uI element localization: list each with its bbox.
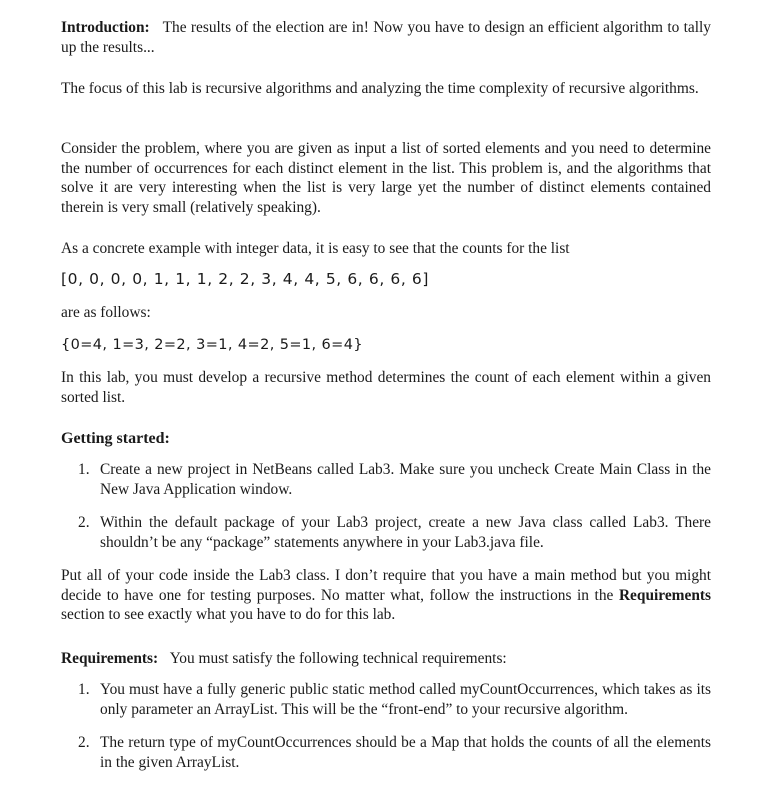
- example-counts: {0=4, 1=3, 2=2, 3=1, 4=2, 5=1, 6=4}: [61, 337, 363, 353]
- problem-paragraph: Consider the problem, where you are given as input a list of sorted elements and you need to determine the number of occurrences for each distinct element in the list. This problem is, and the algorithms that solve it are very interesting when the list is very large yet the number of distinct elements contained therein is very small (relatively speaking).: [61, 140, 711, 216]
- item-text: Within the default package of your Lab3 project, create a new Java class called Lab3. There shouldn’t be any “package” statements anywhere in your Lab3.java file.: [100, 514, 711, 551]
- item-number: 2.: [78, 514, 90, 531]
- item-number: 2.: [78, 734, 90, 751]
- lab-goal-paragraph: In this lab, you must develop a recursive method determines the count of each element within a given sorted list.: [61, 369, 711, 406]
- list-item: [61, 680, 711, 719]
- item-text: The return type of myCountOccurrences should be a Map that holds the counts of all the elements in the given ArrayList.: [100, 734, 711, 771]
- are-as-follows: are as follows:: [61, 304, 151, 321]
- requirements-text: You must satisfy the following technical requirements:: [169, 650, 507, 667]
- getting-started-heading: Getting started:: [61, 430, 170, 447]
- item-number: 1.: [78, 681, 90, 698]
- item-number: 1.: [78, 461, 90, 478]
- code-text-after: section to see exactly what you have to do for this lab.: [61, 606, 396, 623]
- example-list: [0, 0, 0, 0, 1, 1, 1, 2, 2, 3, 4, 4, 5, 6, 6, 6, 6]: [61, 270, 430, 288]
- list-item: [61, 733, 711, 772]
- requirements-paragraph: [61, 649, 711, 669]
- item-text: You must have a fully generic public static method called myCountOccurrences, which takes as its only parameter an ArrayList. This will be the “front-end” to your recursive algorithm.: [100, 681, 711, 718]
- requirements-reference: Requirements: [618, 586, 711, 604]
- list-item: [61, 460, 711, 499]
- focus-paragraph: The focus of this lab is recursive algorithms and analyzing the time complexity of recursive algorithms.: [61, 80, 699, 97]
- intro-heading: Introduction:: [61, 19, 150, 36]
- intro-paragraph: [61, 18, 711, 57]
- requirements-list: [61, 680, 711, 772]
- list-item: [61, 513, 711, 552]
- code-paragraph: [61, 566, 711, 625]
- example-intro: As a concrete example with integer data, it is easy to see that the counts for the list: [61, 240, 570, 257]
- intro-text: The results of the election are in! Now you have to design an efficient algorithm to tally up the results...: [61, 19, 711, 56]
- code-text-before: Put all of your code inside the Lab3 class. I don’t require that you have a main method but you might decide to have one for testing purposes. No matter what, follow the instructions in the: [61, 567, 711, 604]
- getting-started-list: [61, 460, 711, 552]
- requirements-heading: Requirements:: [61, 650, 159, 667]
- item-text: Create a new project in NetBeans called Lab3. Make sure you uncheck Create Main Class in the New Java Application window.: [100, 461, 711, 498]
